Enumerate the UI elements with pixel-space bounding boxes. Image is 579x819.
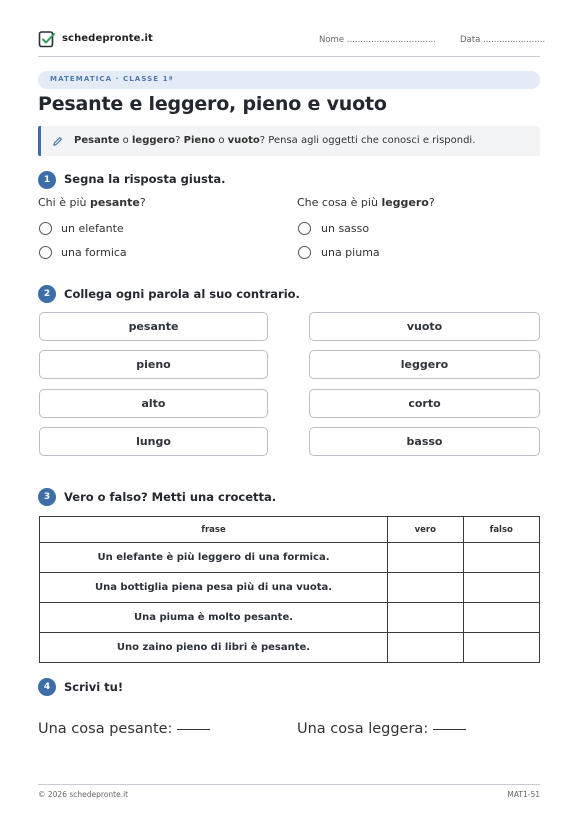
option-label: un sasso (321, 222, 370, 235)
falso-cell[interactable] (463, 573, 540, 603)
instruction-accent-bar (38, 126, 41, 156)
logo-check-icon (38, 30, 56, 48)
word-card-left[interactable]: pesante (39, 312, 268, 341)
vero-cell[interactable] (388, 603, 463, 633)
subject-tag (38, 71, 540, 89)
word-card-left[interactable]: lungo (39, 427, 268, 456)
section-1-number: 1 (38, 171, 56, 189)
statement-cell: Una bottiglia piena pesa più di una vuota. (40, 573, 388, 603)
statement-cell: Un elefante è più leggero di una formica. (40, 543, 388, 573)
header-vero: vero (388, 517, 463, 543)
instruction-box (38, 126, 540, 156)
word-card-left[interactable]: pieno (39, 350, 268, 379)
section-2-number: 2 (38, 285, 56, 303)
name-field: Nome ................................. (319, 35, 436, 45)
table-header-row (40, 517, 540, 543)
header-falso: falso (463, 517, 540, 543)
vero-cell[interactable] (388, 633, 463, 663)
answer-blank-heavy[interactable] (177, 729, 210, 730)
word-card-right[interactable]: vuoto (309, 312, 540, 341)
option-label: una formica (61, 246, 127, 259)
radio-sasso[interactable] (298, 222, 311, 235)
header-frase: frase (40, 517, 388, 543)
word-card-left[interactable]: alto (39, 389, 268, 418)
option-label: un elefante (61, 222, 124, 235)
radio-piuma[interactable] (298, 246, 311, 259)
vero-cell[interactable] (388, 573, 463, 603)
write-prompt-heavy: Una cosa pesante: (38, 721, 210, 737)
header-divider (38, 56, 540, 57)
statement-cell: Una piuma è molto pesante. (40, 603, 388, 633)
date-field: Data ....................... (460, 35, 546, 45)
radio-formica[interactable] (39, 246, 52, 259)
table-row (40, 633, 540, 663)
word-card-right[interactable]: basso (309, 427, 540, 456)
table-row (40, 543, 540, 573)
word-card-right[interactable]: leggero (309, 350, 540, 379)
footer-divider (38, 784, 540, 785)
write-prompt-light: Una cosa leggera: (297, 721, 466, 737)
footer-code: MAT1-51 (507, 790, 540, 799)
answer-blank-light[interactable] (433, 729, 466, 730)
pencil-icon (52, 136, 63, 147)
vero-cell[interactable] (388, 543, 463, 573)
brand-name: schedepronte.it (62, 33, 153, 44)
table-row (40, 603, 540, 633)
falso-cell[interactable] (463, 603, 540, 633)
option-label: una piuma (321, 246, 380, 259)
page-title: Pesante e leggero, pieno e vuoto (38, 93, 387, 115)
section-1-title: Segna la risposta giusta. (64, 172, 226, 186)
radio-elefante[interactable] (39, 222, 52, 235)
table-row (40, 573, 540, 603)
footer-copyright: © 2026 schedepronte.it (38, 790, 129, 799)
section-3-number: 3 (38, 488, 56, 506)
question-2: Che cosa è più leggero? (297, 196, 435, 209)
section-3-title: Vero o falso? Metti una crocetta. (64, 490, 277, 504)
section-4-title: Scrivi tu! (64, 680, 124, 694)
question-1: Chi è più pesante? (38, 196, 146, 209)
statement-cell: Uno zaino pieno di libri è pesante. (40, 633, 388, 663)
subject-tag-label: MATEMATICA · CLASSE 1ª (50, 75, 174, 83)
instruction-text: Pesante o leggero? Pieno o vuoto? Pensa agli oggetti che conosci e rispondi. (74, 135, 476, 146)
true-false-table (39, 516, 540, 663)
word-card-right[interactable]: corto (309, 389, 540, 418)
section-4-number: 4 (38, 678, 56, 696)
falso-cell[interactable] (463, 633, 540, 663)
falso-cell[interactable] (463, 543, 540, 573)
section-2-title: Collega ogni parola al suo contrario. (64, 287, 300, 301)
